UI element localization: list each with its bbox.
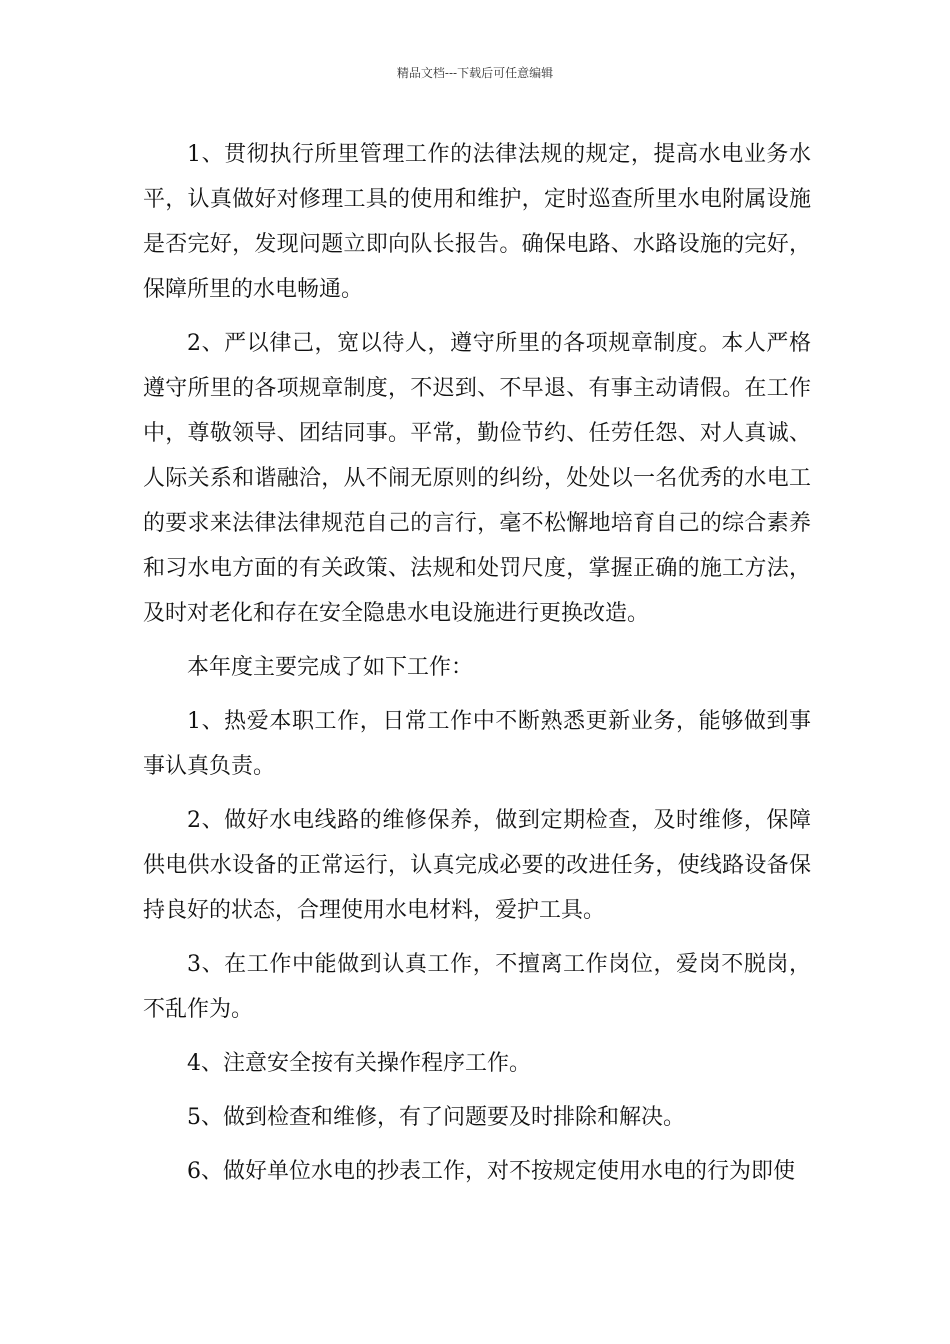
page-header: 精品文档---下载后可任意编辑 [396, 66, 554, 80]
document-body [143, 132, 811, 1203]
paragraph: 2、做好水电线路的维修保养，做到定期检查，及时维修，保障供电供水设备的正常运行，认真完成必要的改进任务，使线路设备保持良好的状态，合理使用水电材料，爱护工具。 [143, 808, 811, 923]
paragraph: 6、做好单位水电的抄表工作，对不按规定使用水电的行为即使 [187, 1159, 795, 1184]
paragraph: 本年度主要完成了如下工作： [187, 655, 474, 680]
paragraph: 1、贯彻执行所里管理工作的法律法规的规定，提高水电业务水平，认真做好对修理工具的使用和维护，定时巡查所里水电附属设施是否完好，发现问题立即向队长报告。确保电路、水路设施的完好，保障所里的水电畅通。 [143, 142, 811, 302]
paragraph: 5、做到检查和维修，有了问题要及时排除和解决。 [187, 1105, 685, 1130]
paragraph: 3、在工作中能做到认真工作，不擅离工作岗位，爱岗不脱岗，不乱作为。 [143, 952, 811, 1022]
paragraph: 2、严以律己，宽以待人，遵守所里的各项规章制度。本人严格遵守所里的各项规章制度，不迟到、不早退、有事主动请假。在工作中，尊敬领导、团结同事。平常，勤俭节约、任劳任怨、对人真诚、人际关系和谐融洽，从不闹无原则的纠纷，处处以一名优秀的水电工的要求来法律法律规范自己的言行，毫不松懈地培育自己的综合素养和习水电方面的有关政策、法规和处罚尺度，掌握正确的施工方法，及时对老化和存在安全隐患水电设施进行更换改造。 [143, 331, 811, 626]
paragraph: 1、热爱本职工作，日常工作中不断熟悉更新业务，能够做到事事认真负责。 [143, 709, 811, 779]
paragraph: 4、注意安全按有关操作程序工作。 [187, 1051, 531, 1076]
